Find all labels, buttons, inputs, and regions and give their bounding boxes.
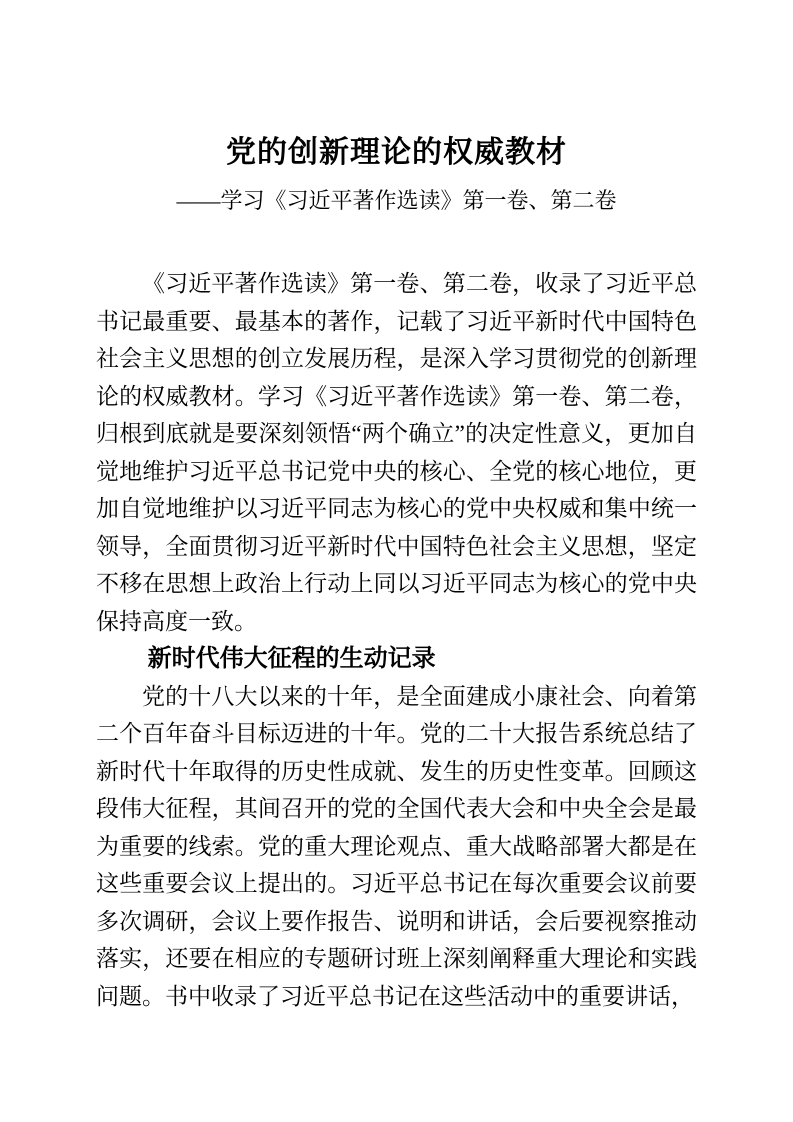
paragraph-new-era-record: 党的十八大以来的十年，是全面建成小康社会、向着第二个百年奋斗目标迈进的十年。党的二十大报告系统总结了新时代十年取得的历史性成就、发生的历史性变革。回顾这段伟大征程，其间召开的党的全国代表大会和中央全会是最为重要的线索。党的重大理论观点、重大战略部署大都是在这些重要会议上提出的。习近平总书记在每次重要会议前要多次调研，会议上要作报告、说明和讲话，会后要视察推动落实，还要在相应的专题研讨班上深刻阐释重大理论和实践问题。书中收录了习近平总书记在这些活动中的重要讲话， <box>96 683 697 1009</box>
document-subtitle: ——学习《习近平著作选读》第一卷、第二卷 <box>176 188 617 213</box>
document-title: 党的创新理论的权威教材 <box>226 136 567 169</box>
paragraph-intro: 《习近平著作选读》第一卷、第二卷，收录了习近平总书记最重要、最基本的著作，记载了习近平新时代中国特色社会主义思想的创立发展历程，是深入学习贯彻党的创新理论的权威教材。学习《习近平著作选读》第一卷、第二卷，归根到底就是要深刻领悟“两个确立”的决定性意义，更加自觉地维护习近平总书记党中央的核心、全党的核心地位，更加自觉地维护以习近平同志为核心的党中央权威和集中统一领导，全面贯彻习近平新时代中国特色社会主义思想，坚定不移在思想上政治上行动上同以习近平同志为核心的党中央保持高度一致。 <box>96 271 697 634</box>
section-heading: 新时代伟大征程的生动记录 <box>147 645 436 672</box>
